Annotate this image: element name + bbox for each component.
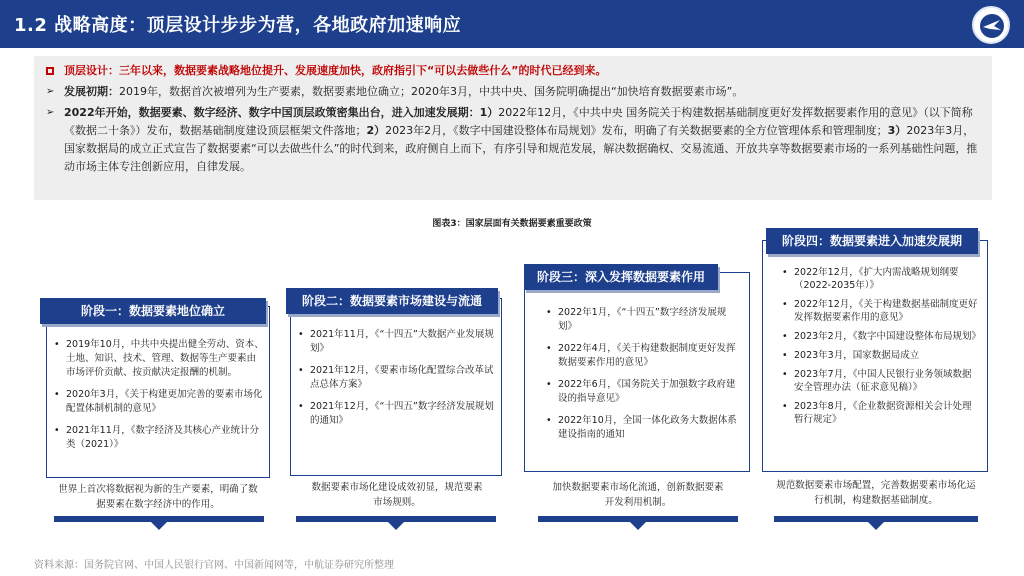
stage-1-desc: 世界上首次将数据视为新的生产要素，明确了数据要素在数字经济中的作用。 — [58, 484, 258, 510]
down-arrow-icon — [388, 522, 404, 530]
down-arrow-icon — [151, 522, 167, 530]
stage-2-desc: 数据要素市场化建设成效初显，规范要素市场规则。 — [311, 482, 483, 508]
summary-headline-row — [42, 62, 982, 80]
list-item: • 2021年12月，《要素市场化配置综合改革试点总体方案》 — [296, 364, 496, 392]
early-text: 2019年，数据首次被增列为生产要素，数据要素地位确立；2020年3月，中共中央、国务院明确提出“加快培育数据要素市场”。 — [119, 85, 744, 98]
list-item: • 2023年2月，《数字中国建设整体布局规划》 — [780, 330, 980, 343]
list-item: • 2022年1月，《“十四五”数字经济发展规划》 — [544, 306, 740, 334]
stage-3-title: 阶段三：深入发挥数据要素作用 — [524, 264, 718, 290]
list-item: • 2021年11月，《“十四五”大数据产业发展规划》 — [296, 328, 496, 356]
stage-3-list — [544, 306, 740, 450]
list-item: • 2020年3月，《关于构建更加完善的要素市场化配置体制机制的意见》 — [52, 388, 264, 416]
down-arrow-icon — [630, 522, 646, 530]
summary-headline: 顶层设计：三年以来，数据要素战略地位提升、发展速度加快，政府指引下“可以去做些什么”的时代已经到来。 — [64, 64, 607, 77]
accel-2-text: 2023年2月，《数字中国建设整体布局规划》发布，明确了有关数据要素的全方位管理体系和管理制度； — [385, 124, 888, 137]
list-item: • 2023年8月，《企业数据资源相关会计处理暂行规定》 — [780, 400, 980, 426]
list-item: • 2023年7月，《中国人民银行业务领域数据安全管理办法（征求意见稿）》 — [780, 368, 980, 394]
company-logo-icon — [972, 6, 1010, 44]
stage-3-desc: 加快数据要素市场化流通，创新数据要素开发利用机制。 — [552, 482, 724, 508]
list-item: • 2022年6月，《国务院关于加强数字政府建设的指导意见》 — [544, 378, 740, 406]
list-item: • 2022年12月，《扩大内需战略规划纲要（2022-2035年）》 — [780, 266, 980, 292]
list-item: • 2022年4月，《关于构建数据制度更好发挥数据要素作用的意见》 — [544, 342, 740, 370]
down-arrow-icon — [868, 522, 884, 530]
accel-1-num: 1） — [479, 106, 499, 119]
stage-2-title: 阶段二：数据要素市场建设与流通 — [286, 288, 498, 314]
stage-2-list — [296, 328, 496, 436]
early-label: 发展初期： — [64, 85, 119, 98]
page-title: 1.2 战略高度：顶层设计步步为营，各地政府加速响应 — [14, 15, 462, 36]
accel-3-text: 2023年3月，国家数据局的成立正式宣告了数据要素“可以去做些什么”的时代到来，政府侧自上而下，有序引导和规范发展，解决数据确权、交易流通、开放共享等数据要素市场的一系列基础性问题，推动市场主体专注创新应用，自律发展。 — [64, 124, 978, 173]
accel-1-text: 2022年12月，《中共中央 国务院关于构建数据基础制度更好发挥数据要素作用的意见》（以下简称《数据二十条》）发布，数据基础制度建设顶层框架文件落地； — [64, 106, 973, 137]
arrow-bullet-icon: ➢ — [46, 86, 55, 97]
list-item: • 2019年10月，中共中央提出健全劳动、资本、土地、知识、技术、管理、数据等生产要素由市场评价贡献、按贡献决定报酬的机制。 — [52, 338, 264, 380]
list-item: • 2021年12月，《“十四五”数字经济发展规划的通知》 — [296, 400, 496, 428]
list-item: • 2021年11月，《数字经济及其核心产业统计分类（2021）》 — [52, 424, 264, 452]
list-item: • 2022年10月，全国一体化政务大数据体系建设指南的通知 — [544, 414, 740, 442]
summary-early-row — [42, 83, 982, 101]
stage-1-list — [52, 338, 264, 460]
square-bullet-icon — [46, 67, 54, 75]
arrow-bullet-icon: ➢ — [46, 107, 55, 118]
figure-caption: 图表3：国家层面有关数据要素重要政策 — [432, 219, 592, 229]
source-note: 资料来源：国务院官网、中国人民银行官网、中国新闻网等，中航证券研究所整理 — [34, 560, 394, 571]
list-item: • 2022年12月，《关于构建数据基础制度更好发挥数据要素作用的意见》 — [780, 298, 980, 324]
summary-panel — [34, 56, 992, 200]
stage-4-desc: 规范数据要素市场配置，完善数据要素市场化运行机制，构建数据基础制度。 — [776, 480, 976, 506]
stage-4-list — [780, 266, 980, 426]
accel-3-num: 3） — [887, 124, 907, 137]
accel-2-num: 2） — [366, 124, 386, 137]
list-item: • 2023年3月，国家数据局成立 — [780, 349, 980, 362]
accel-label: 2022年开始，数据要素、数字经济、数字中国顶层政策密集出台，进入加速发展期： — [64, 106, 480, 119]
stage-1-title: 阶段一：数据要素地位确立 — [40, 298, 266, 324]
stage-4-title: 阶段四：数据要素进入加速发展期 — [766, 228, 978, 254]
header-bar — [0, 0, 1024, 48]
summary-accel-row — [42, 104, 982, 176]
